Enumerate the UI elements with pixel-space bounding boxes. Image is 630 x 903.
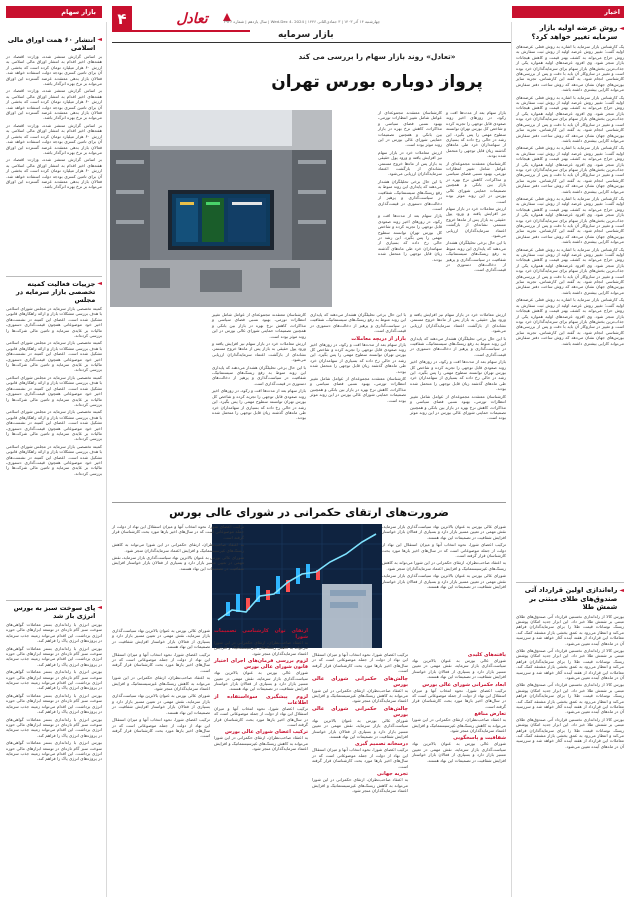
left-story-2-body [6,306,102,606]
left-story-1-paragraph: بر اساس گزارش منتشر شده، وزارت اقتصاد در هفته‌های اخیر اقدام به انتشار اوراق مالی اسلامی به ارزش ۶۰ هزار میلیارد تومان کرده است که بخشی از آن برای تامین کسری بودجه دولت استفاده خواهد شد. فعالان بازار بدهی معتقدند عرضه گسترده این اوراق می‌تواند بر نرخ بهره اثرگذار باشد. [6,122,103,155]
right-story-2-paragraph: بورس کالا از راه‌اندازی نخستین قرارداد آتی صندوق‌های طلای مبتنی بر شمش طلا خبر داد. این ابزار جدید امکان پوشش ریسک نوسانات قیمت طلا را برای سرمایه‌گذاران فراهم می‌کند و انتظار می‌رود به عمق بخشی بازار مشتقه کمک کند. معاملات این قرارداد از هفته آینده آغاز خواهد شد و سررسید آن در ماه‌های آینده تعیین می‌شود. [516,716,624,749]
lead-paragraph: با این حال برخی تحلیلگران هشدار می‌دهند که پایداری این روند منوط به رفع ریسک‌های سیستماتیک، شفافیت در سیاست‌گذاری و پرهیز از دخالت‌های دستوری در قیمت‌گذاری است. [446,240,506,273]
column-divider-left [106,22,107,897]
lead-paragraph: کارشناسان معتقدند مجموعه‌ای از عوامل شامل تغییر انتظارات تورمی، بهبود نسبی فضای سیاسی و مذاکرات، کاهش نرخ بهره در بازار بین بانکی و همچنین تصمیمات حمایتی شورای عالی بورس در این روند موثر بوده است. [446,160,506,204]
second-column-intro [112,524,244,624]
second-paragraph: شورای عالی بورس به عنوان بالاترین نهاد سیاست‌گذاری بازار سرمایه، نقش مهمی در تعیین مسیر بازار دارد و بسیاری از فعالان بازار خواستار افزایش شفافیت در تصمیمات این نهاد هستند. [112,628,210,650]
second-paragraph: به اعتقاد صاحب‌نظران، ارتقای حکمرانی در این شورا می‌تواند به کاهش ریسک‌های غیرسیستماتیک و افزایش اعتماد سرمایه‌گذاران منجر شود. [112,675,210,692]
second-paragraph: شورای عالی بورس به عنوان بالاترین نهاد سیاست‌گذاری بازار سرمایه، نقش مهمی در تعیین مسیر بازار دارد و بسیاری از فعالان بازار خواستار افزایش شفافیت در تصمیمات این نهاد هستند. [382,573,506,590]
second-column-4 [214,628,308,897]
second-subhead: لزوم بررسی فرمان‌های اجرای اختیار قانون شورای عالی بورس [214,658,308,671]
lead-paragraph: با این حال برخی تحلیلگران هشدار می‌دهند که پایداری این روند منوط به رفع ریسک‌های سیستماتیک، شفافیت در سیاست‌گذاری و پرهیز از دخالت‌های دستوری در قیمت‌گذاری است. [410,335,506,357]
page-number: ۴ [112,6,132,32]
lead-paragraph: با این حال برخی تحلیلگران هشدار می‌دهند که پایداری این روند منوط به رفع ریسک‌های سیستماتیک، شفافیت در سیاست‌گذاری و پرهیز از دخالت‌های دستوری در قیمت‌گذاری است. [378,178,442,211]
lead-column-1 [446,110,506,310]
lead-paragraph: بازار سهام بعد از مدت‌ها افت و رکود، در روزهای اخیر روند صعودی قابل توجهی را تجربه کرده و شاخص کل بورس تهران توانسته سطوح مهمی را پس بگیرد. این رشد در حالی رخ داده که بسیاری از سهامداران خرد طی ماه‌های گذشته زیان قابل توجهی را متحمل شده بودند. [446,110,506,159]
left-story-1-paragraph: بر اساس گزارش منتشر شده، وزارت اقتصاد در هفته‌های اخیر اقدام به انتشار اوراق مالی اسلامی به ارزش ۶۰ هزار میلیارد تومان کرده است که بخشی از آن برای تامین کسری بودجه دولت استفاده خواهد شد. فعالان بازار بدهی معتقدند عرضه گسترده این اوراق می‌تواند بر نرخ بهره اثرگذار باشد. [6,54,103,87]
left-story-1-paragraph: بر اساس گزارش منتشر شده، وزارت اقتصاد در هفته‌های اخیر اقدام به انتشار اوراق مالی اسلامی به ارزش ۶۰ هزار میلیارد تومان کرده است که بخشی از آن برای تامین کسری بودجه دولت استفاده خواهد شد. فعالان بازار بدهی معتقدند عرضه گسترده این اوراق می‌تواند بر نرخ بهره اثرگذار باشد. [6,88,103,121]
right-story-1-paragraph: یک کارشناس بازار سرمایه با اشاره به روش فعلی عرضه‌های اولیه گفت: تغییر روش عرضه اولیه از روش ثبت سفارش به روش حراج می‌تواند به کشف بهتر قیمت و کاهش هیجانات بازار منجر شود. وی افزود عرضه‌های اولیه همواره یکی از جذاب‌ترین بخش‌های بازار سهام برای سرمایه‌گذاران خرد بوده است و تغییر در سازوکار آن باید با دقت و پس از بررسی‌های کارشناسی انجام شود. به گفته این کارشناس، تجربه سایر بورس‌های جهان نشان می‌دهد که روش ساخت دفتر سفارش می‌تواند کارایی بیشتری داشته باشد. [516,94,624,143]
second-subhead: یافته‌های کلیدی [467,652,506,658]
lead-column-2 [378,110,442,310]
section-title: بازار سرمایه [278,30,334,40]
left-story-2-title: جزییات فعالیت کمیته تخصصی بازار سرمایه در مجلس [15,280,96,304]
second-paragraph: شورای عالی بورس به عنوان بالاترین نهاد سیاست‌گذاری بازار سرمایه، نقش مهمی در تعیین مسیر بازار دارد و بسیاری از فعالان بازار خواستار افزایش شفافیت در تصمیمات این نهاد هستند. [312,717,408,740]
second-paragraph: ترکیب اعضای شورا، نحوه انتخاب آنها و میزان استقلال این نهاد از دولت از جمله موضوعاتی است که در سال‌های اخیر بارها مورد بحث کارشناسان قرار گرفته است. [112,524,244,540]
right-story-2-title: راه‌اندازی اولین قرارداد آتی صندوق‌های طلای مبتنی بر شمش طلا [524,586,618,611]
stock-exchange-photo [110,110,332,307]
bullet-icon: ◄ [619,25,624,32]
column-divider-right [511,22,512,897]
left-story-2-paragraph: کمیته تخصصی بازار سرمایه در مجلس شورای اسلامی با هدف بررسی مشکلات بازار و ارائه راهکارهای قانونی تشکیل شده است. اعضای این کمیته در نشست‌های اخیر خود موضوعاتی همچون قیمت‌گذاری دستوری، مالیات بر عایدی سرمایه و تامین مالی شرکت‌ها را بررسی کرده‌اند. [6,374,102,407]
second-column-2 [412,652,506,897]
right-story-1-paragraph: یک کارشناس بازار سرمایه با اشاره به روش فعلی عرضه‌های اولیه گفت: تغییر روش عرضه اولیه از روش ثبت سفارش به روش حراج می‌تواند به کشف بهتر قیمت و کاهش هیجانات بازار منجر شود. وی افزود عرضه‌های اولیه همواره یکی از جذاب‌ترین بخش‌های بازار سهام برای سرمایه‌گذاران خرد بوده است و تغییر در سازوکار آن باید با دقت و پس از بررسی‌های کارشناسی انجام شود. به گفته این کارشناس، تجربه سایر بورس‌های جهان نشان می‌دهد که روش ساخت دفتر سفارش می‌تواند کارایی بیشتری داشته باشد. [516,195,624,245]
second-subhead: تعارض منافع [474,711,506,718]
lead-paragraph: کارشناسان معتقدند مجموعه‌ای از عوامل شامل تغییر انتظارات تورمی، بهبود نسبی فضای سیاسی و مذاکرات، کاهش نرخ بهره در بازار بین بانکی و همچنین تصمیمات حمایتی شورای عالی بورس در این روند موثر بوده است. [410,393,506,421]
lead-paragraph: ارزش معاملات خرد در بازار سهام نیز افزایش یافته و ورود پول حقیقی به بازار پس از ماه‌ها خروج مستمر، نشانه‌ای از بازگشت اعتماد سرمایه‌گذاران ارزیابی می‌شود. [410,312,506,334]
right-story-2-paragraph: بورس کالا از راه‌اندازی نخستین قرارداد آتی صندوق‌های طلای مبتنی بر شمش طلا خبر داد. این ابزار جدید امکان پوشش ریسک نوسانات قیمت طلا را برای سرمایه‌گذاران فراهم می‌کند و انتظار می‌رود به عمق بخشی بازار مشتقه کمک کند. معاملات این قرارداد از هفته آینده آغاز خواهد شد و سررسید آن در ماه‌های آینده تعیین می‌شود. [516,647,624,680]
second-paragraph: به اعتقاد صاحب‌نظران، ارتقای حکمرانی در این شورا می‌تواند به کاهش ریسک‌های غیرسیستماتیک و افزایش اعتماد سرمایه‌گذاران منجر شود. [412,717,506,734]
bullet-icon: ◄ [97,36,102,43]
right-story-2-body [516,614,624,900]
second-paragraph: ترکیب اعضای شورا، نحوه انتخاب آنها و میزان استقلال این نهاد از دولت از جمله موضوعاتی است که در سال‌های اخیر بارها مورد بحث کارشناسان قرار گرفته است. [214,705,308,728]
stock-exchange-hall-image [110,110,332,307]
lead-column-5 [212,312,306,500]
left-story-2-paragraph: کمیته تخصصی بازار سرمایه در مجلس شورای اسلامی با هدف بررسی مشکلات بازار و ارائه راهکارهای قانونی تشکیل شده است. اعضای این کمیته در نشست‌های اخیر خود موضوعاتی همچون قیمت‌گذاری دستوری، مالیات بر عایدی سرمایه و تامین مالی شرکت‌ها را بررسی کرده‌اند. [6,409,102,442]
dateline: چهارشنبه ۱۴ آذر ۱۴۰۳ | ۳ جمادی‌الثانی ۱۴۴۶ | Wed.Dec 4. 2024 | سال یازدهم | شماره ۳۹۲۶ [223,19,380,24]
left-story-3 [6,604,102,892]
second-paragraph: به اعتقاد صاحب‌نظران، ارتقای حکمرانی در این شورا می‌تواند به کاهش ریسک‌های غیرسیستماتیک و افزایش اعتماد سرمایه‌گذاران منجر شود. [312,687,408,704]
lead-paragraph: کارشناسان معتقدند مجموعه‌ای از عوامل شامل تغییر انتظارات تورمی، بهبود نسبی فضای سیاسی و مذاکرات، کاهش نرخ بهره در بازار بین بانکی و همچنین تصمیمات حمایتی شورای عالی بورس در این روند موثر بوده است. [310,376,406,403]
right-story-1-title: روش عرضه اولیه بازار سرمایه تغییر خواهد کرد؟ [531,24,618,41]
second-paragraph: شورای عالی بورس به عنوان بالاترین نهاد سیاست‌گذاری بازار سرمایه، نقش مهمی در تعیین مسیر بازار دارد و بسیاری از فعالان بازار خواستار افزایش شفافیت در تصمیمات این نهاد هستند. [112,693,210,715]
second-paragraph: به اعتقاد صاحب‌نظران، ارتقای حکمرانی در این شورا می‌تواند به کاهش ریسک‌های غیرسیستماتیک و افزایش اعتماد سرمایه‌گذاران منجر شود. [112,542,244,553]
second-paragraph: شورای عالی بورس به عنوان بالاترین نهاد سیاست‌گذاری بازار سرمایه، نقش مهمی در تعیین مسیر بازار دارد و بسیاری از فعالان بازار خواستار افزایش شفافیت در تصمیمات این نهاد هستند. [412,658,506,680]
second-subhead: لزوم پیشگیری سوءاستفاده از اطلاعات [214,693,308,706]
right-story-2 [516,586,624,900]
second-paragraph: ترکیب اعضای شورا، نحوه انتخاب آنها و میزان استقلال این نهاد از دولت از جمله موضوعاتی است که در سال‌های اخیر بارها مورد بحث کارشناسان قرار گرفته است. [312,747,408,769]
second-paragraph: ترکیب اعضای شورا، نحوه انتخاب آنها و میزان استقلال این نهاد از دولت از جمله موضوعاتی است که در سال‌های اخیر بارها مورد بحث کارشناسان قرار گرفته است. [312,652,408,674]
second-column-5 [112,628,210,897]
second-subhead: شفافیت و پاسخگویی [453,735,506,742]
second-paragraph: شورای عالی بورس به عنوان بالاترین نهاد سیاست‌گذاری بازار سرمایه، نقش مهمی در تعیین مسیر بازار دارد و بسیاری از فعالان بازار خواستار افزایش شفافیت در تصمیمات این نهاد هستند. [412,741,506,763]
left-story-2-paragraph: کمیته تخصصی بازار سرمایه در مجلس شورای اسلامی با هدف بررسی مشکلات بازار و ارائه راهکارهای قانونی تشکیل شده است. اعضای این کمیته در نشست‌های اخیر خود موضوعاتی همچون قیمت‌گذاری دستوری، مالیات بر عایدی سرمایه و تامین مالی شرکت‌ها را بررسی کرده‌اند. [6,340,102,373]
right-story-2-paragraph: بورس کالا از راه‌اندازی نخستین قرارداد آتی صندوق‌های طلای مبتنی بر شمش طلا خبر داد. این ابزار جدید امکان پوشش ریسک نوسانات قیمت طلا را برای سرمایه‌گذاران فراهم می‌کند و انتظار می‌رود به عمق بخشی بازار مشتقه کمک کند. معاملات این قرارداد از هفته آینده آغاز خواهد شد و سررسید آن در ماه‌های آینده تعیین می‌شود. [516,682,624,715]
lead-paragraph: با این حال برخی تحلیلگران هشدار می‌دهند که پایداری این روند منوط به رفع ریسک‌های سیستماتیک، شفافیت در سیاست‌گذاری و پرهیز از دخالت‌های دستوری در قیمت‌گذاری است. [310,312,406,334]
lead-paragraph: بازار سهام بعد از مدت‌ها افت و رکود، در روزهای اخیر روند صعودی قابل توجهی را تجربه کرده و شاخص کل بورس تهران توانسته سطوح مهمی را پس بگیرد. این رشد در حالی رخ داده که بسیاری از سهامداران خرد طی ماه‌های گذشته زیان قابل توجهی را متحمل شده بودند. [310,341,406,374]
second-subhead: چالش‌های حکمرانی شورای عالی بورس [312,705,408,718]
left-story-3-body [6,622,102,892]
lead-paragraph: با این حال برخی تحلیلگران هشدار می‌دهند که پایداری این روند منوط به رفع ریسک‌های سیستماتیک، شفافیت در سیاست‌گذاری و پرهیز از دخالت‌های دستوری در قیمت‌گذاری است. [212,364,306,386]
second-paragraph: شورای عالی بورس به عنوان بالاترین نهاد سیاست‌گذاری بازار سرمایه، نقش مهمی در تعیین مسیر بازار دارد و بسیاری از فعالان بازار خواستار افزایش شفافیت در تصمیمات این نهاد هستند. [214,670,308,692]
lead-paragraph: ارزش معاملات خرد در بازار سهام نیز افزایش یافته و ورود پول حقیقی به بازار پس از ماه‌ها خروج مستمر، نشانه‌ای از بازگشت اعتماد سرمایه‌گذاران ارزیابی می‌شود. [446,205,506,238]
second-subhead: چالش‌های حکمرانی شورای عالی بورس [312,675,408,688]
lead-paragraph: ارزش معاملات خرد در بازار سهام نیز افزایش یافته و ورود پول حقیقی به بازار پس از ماه‌ها خروج مستمر، نشانه‌ای از بازگشت اعتماد سرمایه‌گذاران ارزیابی می‌شود. [212,341,306,363]
left-story-1-paragraph: بر اساس گزارش منتشر شده، وزارت اقتصاد در هفته‌های اخیر اقدام به انتشار اوراق مالی اسلامی به ارزش ۶۰ هزار میلیارد تومان کرده است که بخشی از آن برای تامین کسری بودجه دولت استفاده خواهد شد. فعالان بازار بدهی معتقدند عرضه گسترده این اوراق می‌تواند بر نرخ بهره اثرگذار باشد. [6,157,103,190]
right-story-2-paragraph: بورس کالا از راه‌اندازی نخستین قرارداد آتی صندوق‌های طلای مبتنی بر شمش طلا خبر داد. این ابزار جدید امکان پوشش ریسک نوسانات قیمت طلا را برای سرمایه‌گذاران فراهم می‌کند و انتظار می‌رود به عمق بخشی بازار مشتقه کمک کند. معاملات این قرارداد از هفته آینده آغاز خواهد شد و سررسید آن در ماه‌های آینده تعیین می‌شود. [516,613,624,646]
lead-paragraph: بازار سهام بعد از مدت‌ها افت و رکود، در روزهای اخیر روند صعودی قابل توجهی را تجربه کرده و شاخص کل بورس تهران توانسته سطوح مهمی را پس بگیرد. این رشد در حالی رخ داده که بسیاری از سهامداران خرد طی ماه‌های گذشته زیان قابل توجهی را متحمل شده بودند. [378,213,442,262]
lead-column-4 [310,312,406,500]
lead-paragraph: کارشناسان معتقدند مجموعه‌ای از عوامل شامل تغییر انتظارات تورمی، بهبود نسبی فضای سیاسی و مذاکرات، کاهش نرخ بهره در بازار بین بانکی و همچنین تصمیمات حمایتی شورای عالی بورس در این روند موثر بوده است. [212,312,306,339]
left-story-3-paragraph: بورس انرژی با راه‌اندازی بستر معاملات گواهی‌های سوخت سبز گام تازه‌ای در توسعه ابزارهای مالی حوزه انرژی برداشت. این اقدام می‌تواند زمینه جذب سرمایه در پروژه‌های انرژی پاک را فراهم کند. [6,716,102,738]
left-story-2 [6,280,102,606]
right-story-1-paragraph: یک کارشناس بازار سرمایه با اشاره به روش فعلی عرضه‌های اولیه گفت: تغییر روش عرضه اولیه از روش ثبت سفارش به روش حراج می‌تواند به کشف بهتر قیمت و کاهش هیجانات بازار منجر شود. وی افزود عرضه‌های اولیه همواره یکی از جذاب‌ترین بخش‌های بازار سهام برای سرمایه‌گذاران خرد بوده است و تغییر در سازوکار آن باید با دقت و پس از بررسی‌های کارشناسی انجام شود. به گفته این کارشناس، تجربه سایر بورس‌های جهان نشان می‌دهد که روش ساخت دفتر سفارش می‌تواند کارایی بیشتری داشته باشد. [516,44,624,93]
right-story-1-paragraph: یک کارشناس بازار سرمایه با اشاره به روش فعلی عرضه‌های اولیه گفت: تغییر روش عرضه اولیه از روش ثبت سفارش به روش حراج می‌تواند به کشف بهتر قیمت و کاهش هیجانات بازار منجر شود. وی افزود عرضه‌های اولیه همواره یکی از جذاب‌ترین بخش‌های بازار سهام برای سرمایه‌گذاران خرد بوده است و تغییر در سازوکار آن باید با دقت و پس از بررسی‌های کارشناسی انجام شود. به گفته این کارشناس، تجربه سایر بورس‌های جهان نشان می‌دهد که روش ساخت دفتر سفارش می‌تواند کارایی بیشتری داشته باشد. [516,297,624,346]
second-paragraph: ترکیب اعضای شورا، نحوه انتخاب آنها و میزان استقلال این نهاد از دولت از جمله موضوعاتی است که در سال‌های اخیر بارها مورد بحث کارشناسان قرار گرفته است. [382,542,506,559]
second-paragraph: به اعتقاد صاحب‌نظران، ارتقای حکمرانی در این شورا می‌تواند به کاهش ریسک‌های غیرسیستماتیک و افزایش اعتماد سرمایه‌گذاران منجر شود. [214,735,308,752]
right-section-tab-wrap [512,6,624,18]
right-story-1-paragraph: یک کارشناس بازار سرمایه با اشاره به روش فعلی عرضه‌های اولیه گفت: تغییر روش عرضه اولیه از روش ثبت سفارش به روش حراج می‌تواند به کشف بهتر قیمت و کاهش هیجانات بازار منجر شود. وی افزود عرضه‌های اولیه همواره یکی از جذاب‌ترین بخش‌های بازار سهام برای سرمایه‌گذاران خرد بوده است و تغییر در سازوکار آن باید با دقت و پس از بررسی‌های کارشناسی انجام شود. به گفته این کارشناس، تجربه سایر بورس‌های جهان نشان می‌دهد که روش ساخت دفتر سفارش می‌تواند کارایی بیشتری داشته باشد. [516,145,624,194]
second-paragraph: شورای عالی بورس به عنوان بالاترین نهاد سیاست‌گذاری بازار سرمایه، نقش مهمی در تعیین مسیر بازار دارد و بسیاری از فعالان بازار خواستار افزایش شفافیت در تصمیمات این نهاد هستند. [112,555,244,571]
left-story-1-title: انتشار ۶۰ همت اوراق مالی اسلامی [7,36,96,52]
left-story-3-paragraph: بورس انرژی با راه‌اندازی بستر معاملات گواهی‌های سوخت سبز گام تازه‌ای در توسعه ابزارهای مالی حوزه انرژی برداشت. این اقدام می‌تواند زمینه جذب سرمایه در پروژه‌های انرژی پاک را فراهم کند. [6,622,102,644]
second-headline: ضرورت‌های ارتقای حکمرانی در شورای عالی بورس [169,506,449,519]
left-story-1-body [6,54,102,280]
second-subhead: درسخانه تصمیم گیری [355,741,408,748]
left-story-3-paragraph: بورس انرژی با راه‌اندازی بستر معاملات گواهی‌های سوخت سبز گام تازه‌ای در توسعه ابزارهای مالی حوزه انرژی برداشت. این اقدام می‌تواند زمینه جذب سرمایه در پروژه‌های انرژی پاک را فراهم کند. [6,669,102,691]
left-story-3-paragraph: بورس انرژی با راه‌اندازی بستر معاملات گواهی‌های سوخت سبز گام تازه‌ای در توسعه ابزارهای مالی حوزه انرژی برداشت. این اقدام می‌تواند زمینه جذب سرمایه در پروژه‌های انرژی پاک را فراهم کند. [6,740,102,762]
left-story-3-paragraph: بورس انرژی با راه‌اندازی بستر معاملات گواهی‌های سوخت سبز گام تازه‌ای در توسعه ابزارهای مالی حوزه انرژی برداشت. این اقدام می‌تواند زمینه جذب سرمایه در پروژه‌های انرژی پاک را فراهم کند. [6,692,102,715]
lead-subhead: بازار از دریچه معاملات [351,335,406,342]
second-paragraph: به اعتقاد صاحب‌نظران، ارتقای حکمرانی در این شورا می‌تواند به کاهش ریسک‌های غیرسیستماتیک و افزایش اعتماد سرمایه‌گذاران منجر شود. [312,777,408,793]
lead-paragraph: بازار سهام بعد از مدت‌ها افت و رکود، در روزهای اخیر روند صعودی قابل توجهی را تجربه کرده و شاخص کل بورس تهران توانسته سطوح مهمی را پس بگیرد. این رشد در حالی رخ داده که بسیاری از سهامداران خرد طی ماه‌های گذشته زیان قابل توجهی را متحمل شده بودند. [212,388,306,421]
second-paragraph: به اعتقاد صاحب‌نظران، ارتقای حکمرانی در این شورا می‌تواند به کاهش ریسک‌های غیرسیستماتیک و افزایش اعتماد سرمایه‌گذاران منجر شود. [214,640,308,656]
second-paragraph: ترکیب اعضای شورا، نحوه انتخاب آنها و میزان استقلال این نهاد از دولت از جمله موضوعاتی است که در سال‌های اخیر بارها مورد بحث کارشناسان قرار گرفته است. [112,717,210,739]
second-paragraph: شورای عالی بورس به عنوان بالاترین نهاد سیاست‌گذاری بازار سرمایه، نقش مهمی در تعیین مسیر بازار دارد و بسیاری از فعالان بازار خواستار افزایش شفافیت در تصمیمات این نهاد هستند. [382,524,506,540]
second-subhead: ارتقای توان کارشناسی تصمیمات شورا [214,628,308,640]
left-story-1 [6,36,102,280]
bullet-icon: ◄ [97,280,102,287]
second-column-3 [312,652,408,897]
lead-paragraph: بازار سهام بعد از مدت‌ها افت و رکود، در روزهای اخیر روند صعودی قابل توجهی را تجربه کرده و شاخص کل بورس تهران توانسته سطوح مهمی را پس بگیرد. این رشد در حالی رخ داده که بسیاری از سهامداران خرد طی ماه‌های گذشته زیان قابل توجهی را متحمل شده بودند. [410,359,506,392]
left-story-3-paragraph: بورس انرژی با راه‌اندازی بستر معاملات گواهی‌های سوخت سبز گام تازه‌ای در توسعه ابزارهای مالی حوزه انرژی برداشت. این اقدام می‌تواند زمینه جذب سرمایه در پروژه‌های انرژی پاک را فراهم کند. [6,645,102,667]
right-column-tab: اخبار [512,6,624,18]
lead-column-3 [410,312,506,500]
bullet-icon: ◄ [97,604,102,611]
second-paragraph: ترکیب اعضای شورا، نحوه انتخاب آنها و میزان استقلال این نهاد از دولت از جمله موضوعاتی است که در سال‌های اخیر بارها مورد بحث کارشناسان قرار گرفته است. [412,687,506,709]
lead-paragraph: ارزش معاملات خرد در بازار سهام نیز افزایش یافته و ورود پول حقیقی به بازار پس از ماه‌ها خروج مستمر، نشانه‌ای از بازگشت اعتماد سرمایه‌گذاران ارزیابی می‌شود. [378,149,442,177]
second-subhead: ابعاد حکمرانی شورای عالی بورس [422,681,506,688]
left-story-3-title: پای سوخت سبز به بورس انرژی باز شد [13,604,96,620]
lead-headline: پرواز دوباره بورس تهران [271,72,483,92]
second-paragraph: ترکیب اعضای شورا، نحوه انتخاب آنها و میزان استقلال این نهاد از دولت از جمله موضوعاتی است که در سال‌های اخیر بارها مورد بحث کارشناسان قرار گرفته است. [112,651,210,673]
second-column-1 [382,524,506,648]
left-story-2-paragraph: کمیته تخصصی بازار سرمایه در مجلس شورای اسلامی با هدف بررسی مشکلات بازار و ارائه راهکارهای قانونی تشکیل شده است. اعضای این کمیته در نشست‌های اخیر خود موضوعاتی همچون قیمت‌گذاری دستوری، مالیات بر عایدی سرمایه و تامین مالی شرکت‌ها را بررسی کرده‌اند. [6,443,102,476]
second-subhead: ترکیب اعضای شورای عالی بورس [225,729,308,736]
left-column-tab: بازار سهام [6,6,102,18]
bullet-icon: ◄ [619,587,624,594]
left-story-separator [6,276,102,277]
left-story-separator [6,600,102,601]
second-paragraph: به اعتقاد صاحب‌نظران، ارتقای حکمرانی در این شورا می‌تواند به کاهش ریسک‌های غیرسیستماتیک و افزایش اعتماد سرمایه‌گذاران منجر شود. [382,560,506,571]
lead-paragraph: کارشناسان معتقدند مجموعه‌ای از عوامل شامل تغییر انتظارات تورمی، بهبود نسبی فضای سیاسی و مذاکرات، کاهش نرخ بهره در بازار بین بانکی و همچنین تصمیمات حمایتی شورای عالی بورس در این روند موثر بوده است. [378,110,442,148]
second-subhead: تجربه جهانی [377,771,408,778]
header-rule-dark [112,42,512,43]
right-story-1-body [516,44,624,574]
right-story-separator [516,582,624,583]
right-story-1-paragraph: یک کارشناس بازار سرمایه با اشاره به روش فعلی عرضه‌های اولیه گفت: تغییر روش عرضه اولیه از روش ثبت سفارش به روش حراج می‌تواند به کشف بهتر قیمت و کاهش هیجانات بازار منجر شود. وی افزود عرضه‌های اولیه همواره یکی از جذاب‌ترین بخش‌های بازار سهام برای سرمایه‌گذاران خرد بوده است و تغییر در سازوکار آن باید با دقت و پس از بررسی‌های کارشناسی انجام شود. به گفته این کارشناس، تجربه سایر بورس‌های جهان نشان می‌دهد که روش ساخت دفتر سفارش می‌تواند کارایی بیشتری داشته باشد. [516,246,624,295]
story-separator [112,502,506,503]
right-story-1 [516,24,624,574]
left-story-2-paragraph: کمیته تخصصی بازار سرمایه در مجلس شورای اسلامی با هدف بررسی مشکلات بازار و ارائه راهکارهای قانونی تشکیل شده است. اعضای این کمیته در نشست‌های اخیر خود موضوعاتی همچون قیمت‌گذاری دستوری، مالیات بر عایدی سرمایه و تامین مالی شرکت‌ها را بررسی کرده‌اند. [6,306,102,339]
lead-kicker: «تعادل» روند بازار سهام را بررسی می کند [298,52,456,61]
newspaper-logo: تعادل [176,11,208,27]
